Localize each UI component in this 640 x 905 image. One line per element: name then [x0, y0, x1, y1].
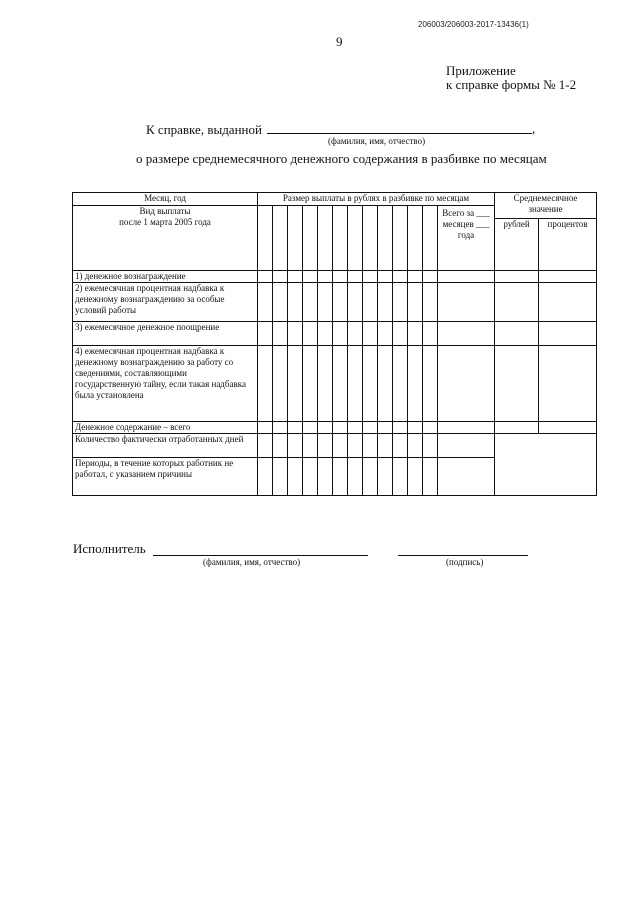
table-cell[interactable]: [438, 346, 495, 422]
reference-name-hint: (фамилия, имя, отчество): [328, 136, 426, 146]
table-cell[interactable]: [363, 346, 378, 422]
table-cell[interactable]: [273, 346, 288, 422]
header-payment-type: [73, 206, 258, 271]
table-cell[interactable]: [378, 422, 393, 434]
page-number: 9: [336, 34, 343, 49]
table-cell[interactable]: [539, 322, 597, 346]
table-cell[interactable]: [423, 458, 438, 496]
table-cell[interactable]: [288, 346, 303, 422]
document-id: 206003/206003-2017-13436(1): [418, 20, 529, 29]
table-cell[interactable]: [288, 271, 303, 283]
table-cell[interactable]: [363, 422, 378, 434]
table-cell[interactable]: [495, 271, 539, 283]
row-label: 4) ежемесячная процентная надбавка к денежному вознаграждению за работу со сведениями, составляющими государственную тайну, если такая надбавка была установлена: [73, 346, 258, 422]
table-cell[interactable]: [393, 434, 408, 458]
table-cell[interactable]: [408, 346, 423, 422]
table-cell[interactable]: [348, 458, 363, 496]
table-cell[interactable]: [348, 283, 363, 322]
executor-signature-hint: (подпись): [446, 557, 484, 567]
table-cell[interactable]: [303, 283, 318, 322]
table-cell[interactable]: [423, 434, 438, 458]
executor-label: Исполнитель: [73, 541, 146, 556]
table-cell[interactable]: [495, 346, 539, 422]
table-cell[interactable]: [378, 346, 393, 422]
table-cell[interactable]: [363, 458, 378, 496]
table-cell[interactable]: [333, 422, 348, 434]
table-cell[interactable]: [408, 434, 423, 458]
table-cell[interactable]: [303, 434, 318, 458]
row-label: Денежное содержание – всего: [73, 422, 258, 434]
table-cell[interactable]: [303, 422, 318, 434]
executor-name-hint: (фамилия, имя, отчество): [203, 557, 301, 567]
month-cell[interactable]: [423, 206, 438, 271]
month-cell[interactable]: [333, 206, 348, 271]
executor-name-line: [153, 555, 368, 556]
header-rubles: рублей: [495, 219, 539, 271]
header-average: Среднемесячное значение: [495, 193, 597, 219]
table-cell[interactable]: [393, 458, 408, 496]
blank-merged-cell: [495, 434, 597, 496]
table-cell[interactable]: [273, 434, 288, 458]
table-cell[interactable]: [408, 271, 423, 283]
table-cell[interactable]: [378, 283, 393, 322]
table-cell[interactable]: [333, 271, 348, 283]
row-label: Периоды, в течение которых работник не работал, с указанием причины: [73, 458, 258, 496]
table-cell[interactable]: [258, 346, 273, 422]
row-label: Количество фактически отработанных дней: [73, 434, 258, 458]
table-cell[interactable]: [318, 271, 333, 283]
header-total: Всего за ___ месяцев ___ года: [438, 206, 495, 271]
appendix-line-1: Приложение: [446, 63, 516, 78]
row-label: 3) ежемесячное денежное поощрение: [73, 322, 258, 346]
table-cell[interactable]: [408, 458, 423, 496]
table-cell[interactable]: [363, 271, 378, 283]
table-cell[interactable]: [423, 322, 438, 346]
table-cell[interactable]: [438, 422, 495, 434]
reference-name-line: [267, 133, 532, 134]
table-cell[interactable]: [348, 346, 363, 422]
table-cell[interactable]: [258, 458, 273, 496]
table-cell[interactable]: [378, 434, 393, 458]
table-cell[interactable]: [393, 422, 408, 434]
month-cell[interactable]: [378, 206, 393, 271]
table-cell[interactable]: [423, 346, 438, 422]
table-cell[interactable]: [348, 322, 363, 346]
table-cell[interactable]: [393, 346, 408, 422]
table-cell[interactable]: [258, 322, 273, 346]
table-cell[interactable]: [408, 322, 423, 346]
table-cell[interactable]: [333, 434, 348, 458]
month-cell[interactable]: [348, 206, 363, 271]
month-cell[interactable]: [288, 206, 303, 271]
table-cell[interactable]: [539, 422, 597, 434]
table-cell[interactable]: [539, 271, 597, 283]
table-cell[interactable]: [423, 271, 438, 283]
table-cell[interactable]: [495, 422, 539, 434]
header-percent: процентов: [539, 219, 597, 271]
month-cell[interactable]: [393, 206, 408, 271]
row-label: 1) денежное вознаграждение: [73, 271, 258, 283]
table-cell[interactable]: [273, 283, 288, 322]
table-cell[interactable]: [393, 283, 408, 322]
table-cell[interactable]: [288, 422, 303, 434]
month-cell[interactable]: [318, 206, 333, 271]
header-payment-type-line-2: после 1 марта 2005 года: [119, 217, 211, 227]
reference-prefix: К справке, выданной: [146, 122, 262, 137]
reference-comma: ,: [532, 121, 536, 136]
month-cell[interactable]: [363, 206, 378, 271]
table-cell[interactable]: [318, 458, 333, 496]
table-cell[interactable]: [438, 283, 495, 322]
table-cell[interactable]: [273, 458, 288, 496]
table-cell[interactable]: [258, 422, 273, 434]
table-cell[interactable]: [273, 271, 288, 283]
table-cell[interactable]: [408, 422, 423, 434]
table-cell[interactable]: [273, 422, 288, 434]
table-cell[interactable]: [423, 422, 438, 434]
table-cell[interactable]: [438, 322, 495, 346]
row-label: 2) ежемесячная процентная надбавка к денежному вознаграждению за особые условий работы: [73, 283, 258, 322]
table-cell[interactable]: [363, 434, 378, 458]
appendix-line-2: к справке формы № 1-2: [446, 77, 577, 92]
header-amounts: Размер выплаты в рублях в разбивке по месяцам: [258, 193, 495, 206]
month-cell[interactable]: [303, 206, 318, 271]
table-cell[interactable]: [288, 283, 303, 322]
table-cell[interactable]: [348, 434, 363, 458]
table-cell[interactable]: [318, 346, 333, 422]
executor-signature-line: [398, 555, 528, 556]
header-month-year: Месяц, год: [73, 193, 258, 206]
table-cell[interactable]: [303, 271, 318, 283]
table-cell[interactable]: [393, 322, 408, 346]
header-payment-type-line-1: Вид выплаты: [139, 206, 191, 216]
table-cell[interactable]: [378, 322, 393, 346]
table-cell[interactable]: [288, 434, 303, 458]
table-cell[interactable]: [333, 458, 348, 496]
table-cell[interactable]: [363, 283, 378, 322]
table-cell[interactable]: [288, 458, 303, 496]
table-cell[interactable]: [423, 283, 438, 322]
table-cell[interactable]: [303, 346, 318, 422]
table-cell[interactable]: [539, 283, 597, 322]
table-cell[interactable]: [333, 346, 348, 422]
table-cell[interactable]: [318, 283, 333, 322]
table-cell[interactable]: [438, 458, 495, 496]
table-cell[interactable]: [348, 271, 363, 283]
month-cell[interactable]: [258, 206, 273, 271]
table-cell[interactable]: [408, 283, 423, 322]
table-cell[interactable]: [393, 271, 408, 283]
table-cell[interactable]: [495, 283, 539, 322]
table-cell[interactable]: [288, 322, 303, 346]
table-cell[interactable]: [539, 346, 597, 422]
table-cell[interactable]: [258, 434, 273, 458]
table-cell[interactable]: [318, 434, 333, 458]
table-cell[interactable]: [258, 283, 273, 322]
table-cell[interactable]: [378, 271, 393, 283]
table-cell[interactable]: [348, 422, 363, 434]
table-cell[interactable]: [378, 458, 393, 496]
table-cell[interactable]: [258, 271, 273, 283]
table-cell[interactable]: [495, 322, 539, 346]
month-cell[interactable]: [273, 206, 288, 271]
appendix-heading: [446, 64, 576, 92]
reference-subject: о размере среднемесячного денежного содержания в разбивке по месяцам: [136, 151, 547, 166]
table-cell[interactable]: [333, 283, 348, 322]
table-cell[interactable]: [318, 322, 333, 346]
table-cell[interactable]: [303, 458, 318, 496]
table-cell[interactable]: [303, 322, 318, 346]
month-cell[interactable]: [408, 206, 423, 271]
table-cell[interactable]: [273, 322, 288, 346]
table-cell[interactable]: [333, 322, 348, 346]
table-cell[interactable]: [438, 434, 495, 458]
table-cell[interactable]: [438, 271, 495, 283]
salary-table: [72, 192, 597, 496]
table-cell[interactable]: [363, 322, 378, 346]
table-cell[interactable]: [318, 422, 333, 434]
